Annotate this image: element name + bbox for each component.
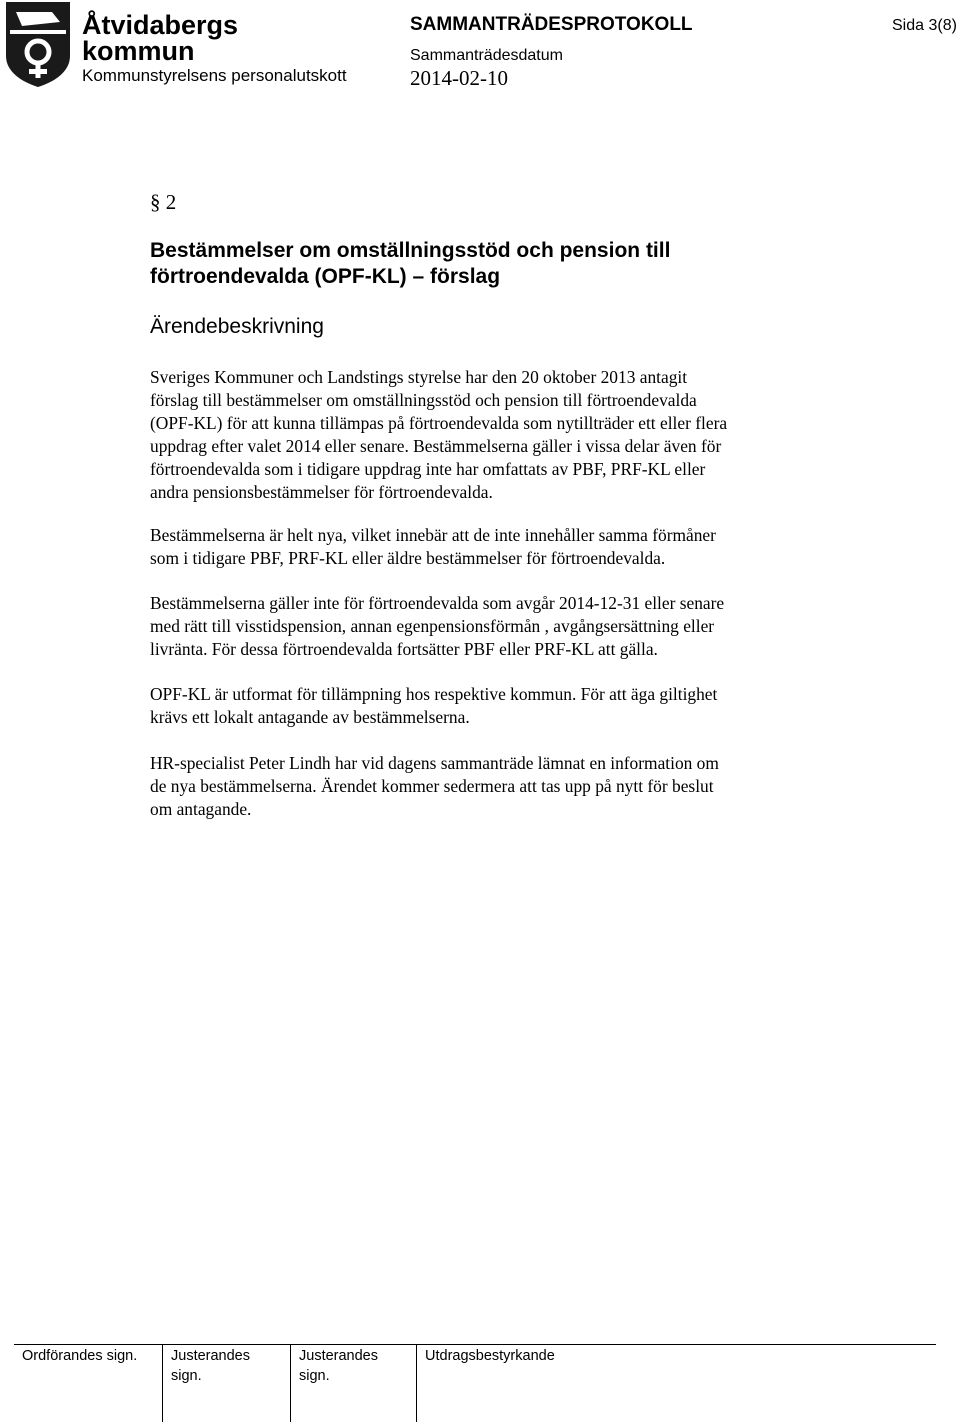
signature-label-line: Justerandes <box>299 1348 378 1364</box>
signature-label: Utdragsbestyrkande <box>425 1348 555 1364</box>
signature-cell-adjuster-1 <box>162 1344 291 1422</box>
text-line: Bestämmelserna gäller inte för förtroendevalda som avgår 2014-12-31 eller senare <box>150 593 725 613</box>
page-number: Sida 3(8) <box>892 17 957 34</box>
signature-label-line: Justerandes <box>171 1348 250 1364</box>
text-line: Bestämmelserna är helt nya, vilket innebär att de inte innehåller samma förmåner <box>150 525 716 545</box>
item-title-line: förtroendevalda (OPF-KL) – förslag <box>150 265 501 288</box>
item-title-line: Bestämmelser om omställningsstöd och pension till <box>150 239 671 262</box>
text-line: krävs ett lokalt antagande av bestämmelserna. <box>150 707 470 727</box>
text-line: de nya bestämmelserna. Ärendet kommer sedermera att tas upp på nytt för beslut <box>150 776 714 796</box>
text-line: andra pensionsbestämmelser för förtroendevalda. <box>150 482 493 502</box>
signature-label-line: sign. <box>299 1368 330 1384</box>
signature-label <box>171 1346 250 1386</box>
section-heading: Ärendebeskrivning <box>150 315 324 338</box>
org-name-line1: Åtvidabergs <box>82 10 239 40</box>
paragraph-adoption <box>150 683 830 729</box>
item-title <box>150 238 850 290</box>
text-line: HR-specialist Peter Lindh har vid dagens sammanträde lämnat en information om <box>150 753 719 773</box>
text-line: med rätt till visstidspension, annan egenpensionsförmån , avgångsersättning eller <box>150 616 715 636</box>
org-name-line2: kommun <box>82 36 195 66</box>
text-line: OPF-KL är utformat för tillämpning hos respektive kommun. För att äga giltighet <box>150 684 718 704</box>
paragraph-new-rules <box>150 524 830 570</box>
document-type: SAMMANTRÄDESPROTOKOLL <box>410 14 693 35</box>
text-line: som i tidigare PBF, PRF-KL eller äldre bestämmelser för förtroendevalda. <box>150 548 666 568</box>
signature-cell-chair <box>14 1344 162 1422</box>
text-line: livränta. För dessa förtroendevalda fortsätter PBF eller PRF-KL att gälla. <box>150 639 658 659</box>
text-line: (OPF-KL) för att kunna tillämpas på förtroendevalda som nytillträder ett eller flera <box>150 413 728 433</box>
paragraph-information <box>150 752 830 821</box>
paragraph-number: § 2 <box>150 190 177 214</box>
signature-label-line: sign. <box>171 1368 202 1384</box>
text-line: om antagande. <box>150 799 252 819</box>
signature-label <box>299 1346 378 1386</box>
text-line: förslag till bestämmelser om omställningsstöd och pension till förtroendevalda <box>150 390 697 410</box>
signature-cell-adjuster-2 <box>290 1344 417 1422</box>
paragraph-description <box>150 366 830 504</box>
meeting-date-value: 2014-02-10 <box>410 66 508 90</box>
committee-name: Kommunstyrelsens personalutskott <box>82 66 347 85</box>
signature-label: Ordförandes sign. <box>22 1348 138 1364</box>
coat-of-arms-icon <box>2 0 74 88</box>
paragraph-exceptions <box>150 592 830 661</box>
meeting-date-label: Sammanträdesdatum <box>410 47 563 64</box>
text-line: Sveriges Kommuner och Landstings styrelse har den 20 oktober 2013 antagit <box>150 367 688 387</box>
signature-cell-certification <box>416 1344 937 1422</box>
text-line: förtroendevalda som i tidigare uppdrag inte har omfattats av PBF, PRF-KL eller <box>150 459 706 479</box>
text-line: uppdrag efter valet 2014 eller senare. Bestämmelserna gäller i vissa delar även för <box>150 436 722 456</box>
